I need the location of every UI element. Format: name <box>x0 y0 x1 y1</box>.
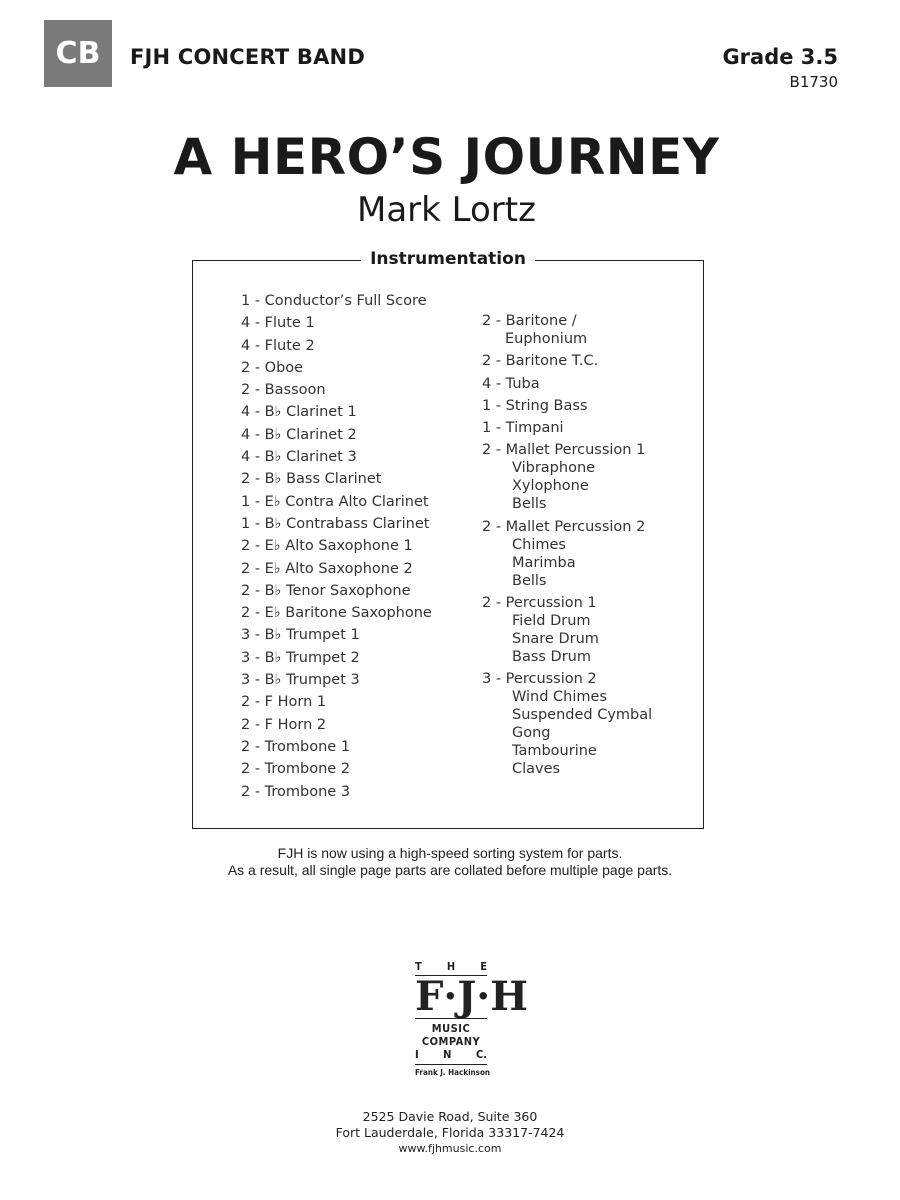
instrumentation-heading-wrap <box>193 249 703 269</box>
instrument-part: 2 - Percussion 1 <box>482 595 597 612</box>
instrument-entry <box>241 515 432 533</box>
series-badge: CB <box>44 20 112 87</box>
series-name: FJH CONCERT BAND <box>130 45 365 69</box>
percussion-instrument: Gong <box>512 725 551 742</box>
percussion-instrument: Bells <box>512 496 547 513</box>
instrument-part: 4 - Flute 1 <box>241 315 315 332</box>
instrument-entry <box>241 760 432 778</box>
instrument-part: 2 - B♭ Bass Clarinet <box>241 471 382 488</box>
instrument-part: 4 - Tuba <box>482 375 540 392</box>
instrumentation-right-column <box>482 312 652 783</box>
instrument-entry <box>241 359 432 377</box>
composer-name: Mark Lortz <box>357 190 536 230</box>
logo-letter: I <box>415 1048 419 1061</box>
instrument-entry <box>241 337 432 355</box>
notice-line-1: FJH is now using a high-speed sorting system for parts. <box>277 845 623 861</box>
instrument-part: 3 - B♭ Trumpet 3 <box>241 672 360 689</box>
instrument-entry <box>241 649 432 667</box>
instrument-part: 2 - E♭ Alto Saxophone 1 <box>241 538 413 555</box>
instrument-entry <box>241 671 432 689</box>
percussion-instrument: Snare Drum <box>512 631 599 648</box>
collation-notice <box>0 845 900 879</box>
instrument-part: 3 - B♭ Trumpet 1 <box>241 627 360 644</box>
instrument-part: 2 - E♭ Baritone Saxophone <box>241 605 432 622</box>
instrument-entry <box>241 403 432 421</box>
logo-letter: E <box>480 960 487 973</box>
instrument-part: 3 - Percussion 2 <box>482 671 597 688</box>
instrument-entry <box>241 314 432 332</box>
notice-line-2: As a result, all single page parts are collated before multiple page parts. <box>227 862 673 878</box>
instrument-entry <box>241 292 432 310</box>
instrument-entry <box>241 426 432 444</box>
logo-word-company: COMPANY <box>421 1035 481 1048</box>
percussion-instrument: Chimes <box>512 536 566 553</box>
instrument-entry <box>241 381 432 399</box>
instrument-entry <box>241 738 432 756</box>
logo-letter: H <box>490 973 529 1020</box>
instrumentation-box <box>192 249 704 829</box>
instrument-entry <box>482 352 652 370</box>
logo-letter: H <box>446 960 456 973</box>
instrument-part: 4 - B♭ Clarinet 2 <box>241 426 357 443</box>
logo-letter: J <box>457 973 477 1020</box>
instrument-entry <box>482 312 652 348</box>
logo-word-music: MUSIC <box>431 1022 471 1035</box>
percussion-instrument: Marimba <box>512 554 576 571</box>
logo-letter: C. <box>475 1048 487 1061</box>
logo-bottom-row <box>415 1048 487 1061</box>
instrument-part: 2 - Trombone 3 <box>241 783 351 800</box>
instrument-part: 2 - Mallet Percussion 2 <box>482 518 646 535</box>
instrument-entry <box>482 518 652 590</box>
percussion-instrument: Vibraphone <box>512 460 596 477</box>
instrument-part: 2 - Oboe <box>241 359 304 376</box>
instrument-entry <box>241 448 432 466</box>
logo-letter: N <box>443 1048 452 1061</box>
address-line-2: Fort Lauderdale, Florida 33317-7424 <box>335 1125 565 1140</box>
instrument-part: 2 - Baritone T.C. <box>482 353 599 370</box>
publisher-address <box>0 1109 900 1157</box>
instrument-entry <box>241 582 432 600</box>
grade-level: Grade 3.5 <box>722 45 838 69</box>
logo-dot: · <box>476 973 491 1020</box>
catalog-number: B1730 <box>789 73 838 91</box>
instrument-entry <box>241 493 432 511</box>
instrument-entry <box>241 604 432 622</box>
instrument-part: 4 - B♭ Clarinet 1 <box>241 404 357 421</box>
logo-dot: · <box>443 973 458 1020</box>
instrument-part: 2 - Trombone 2 <box>241 761 351 778</box>
logo-letter: F <box>415 973 444 1020</box>
instrument-entry <box>241 783 432 801</box>
instrument-entry <box>482 397 652 415</box>
website-link[interactable]: www.fjhmusic.com <box>398 1142 502 1155</box>
logo-monogram <box>415 973 529 1020</box>
instrument-part: 1 - Timpani <box>482 420 564 437</box>
instrument-part: 1 - String Bass <box>482 397 588 414</box>
instrument-part: 3 - B♭ Trumpet 2 <box>241 649 360 666</box>
instrument-part: 2 - F Horn 2 <box>241 716 327 733</box>
instrument-part-continued: Euphonium <box>505 331 588 347</box>
instrument-part: 2 - Bassoon <box>241 382 326 399</box>
instrument-entry <box>482 375 652 393</box>
instrument-entry <box>241 537 432 555</box>
percussion-instrument: Tambourine <box>512 743 597 760</box>
instrument-part: 2 - Baritone / <box>482 313 577 329</box>
percussion-instrument: Xylophone <box>512 478 589 495</box>
instrument-entry <box>241 626 432 644</box>
instrument-entry <box>482 419 652 437</box>
instrument-part: 4 - Flute 2 <box>241 337 315 354</box>
percussion-instrument: Bass Drum <box>512 649 591 666</box>
instrument-entry <box>241 716 432 734</box>
instrument-entry <box>482 441 652 513</box>
instrument-entry <box>482 594 652 666</box>
logo-top-row <box>415 960 487 973</box>
logo-letter: T <box>415 960 422 973</box>
instrumentation-heading: Instrumentation <box>361 249 535 269</box>
instrument-entry <box>482 670 652 778</box>
logo-founder: Frank J. Hackinson <box>415 1064 487 1077</box>
instrument-part: 1 - Conductor’s Full Score <box>241 293 427 309</box>
piece-title: A HERO’S JOURNEY <box>173 128 720 186</box>
instrument-part: 2 - Mallet Percussion 1 <box>482 442 646 459</box>
instrument-entry <box>241 693 432 711</box>
instrument-part: 2 - E♭ Alto Saxophone 2 <box>241 560 413 577</box>
instrument-entry <box>241 560 432 578</box>
percussion-instrument: Bells <box>512 572 547 589</box>
instrument-part: 4 - B♭ Clarinet 3 <box>241 449 357 466</box>
percussion-instrument: Suspended Cymbal <box>512 707 653 724</box>
percussion-instrument: Wind Chimes <box>512 689 607 706</box>
instrument-part: 2 - B♭ Tenor Saxophone <box>241 582 411 599</box>
instrument-part: 2 - F Horn 1 <box>241 694 327 711</box>
instrument-part: 1 - E♭ Contra Alto Clarinet <box>241 493 429 510</box>
instrument-part: 1 - B♭ Contrabass Clarinet <box>241 515 430 532</box>
instrumentation-left-column <box>241 292 432 805</box>
instrument-entry <box>241 470 432 488</box>
percussion-instrument: Field Drum <box>512 613 591 630</box>
instrument-part: 2 - Trombone 1 <box>241 738 351 755</box>
percussion-instrument: Claves <box>512 761 561 778</box>
address-line-1: 2525 Davie Road, Suite 360 <box>362 1109 538 1124</box>
fjh-logo <box>415 960 529 1093</box>
